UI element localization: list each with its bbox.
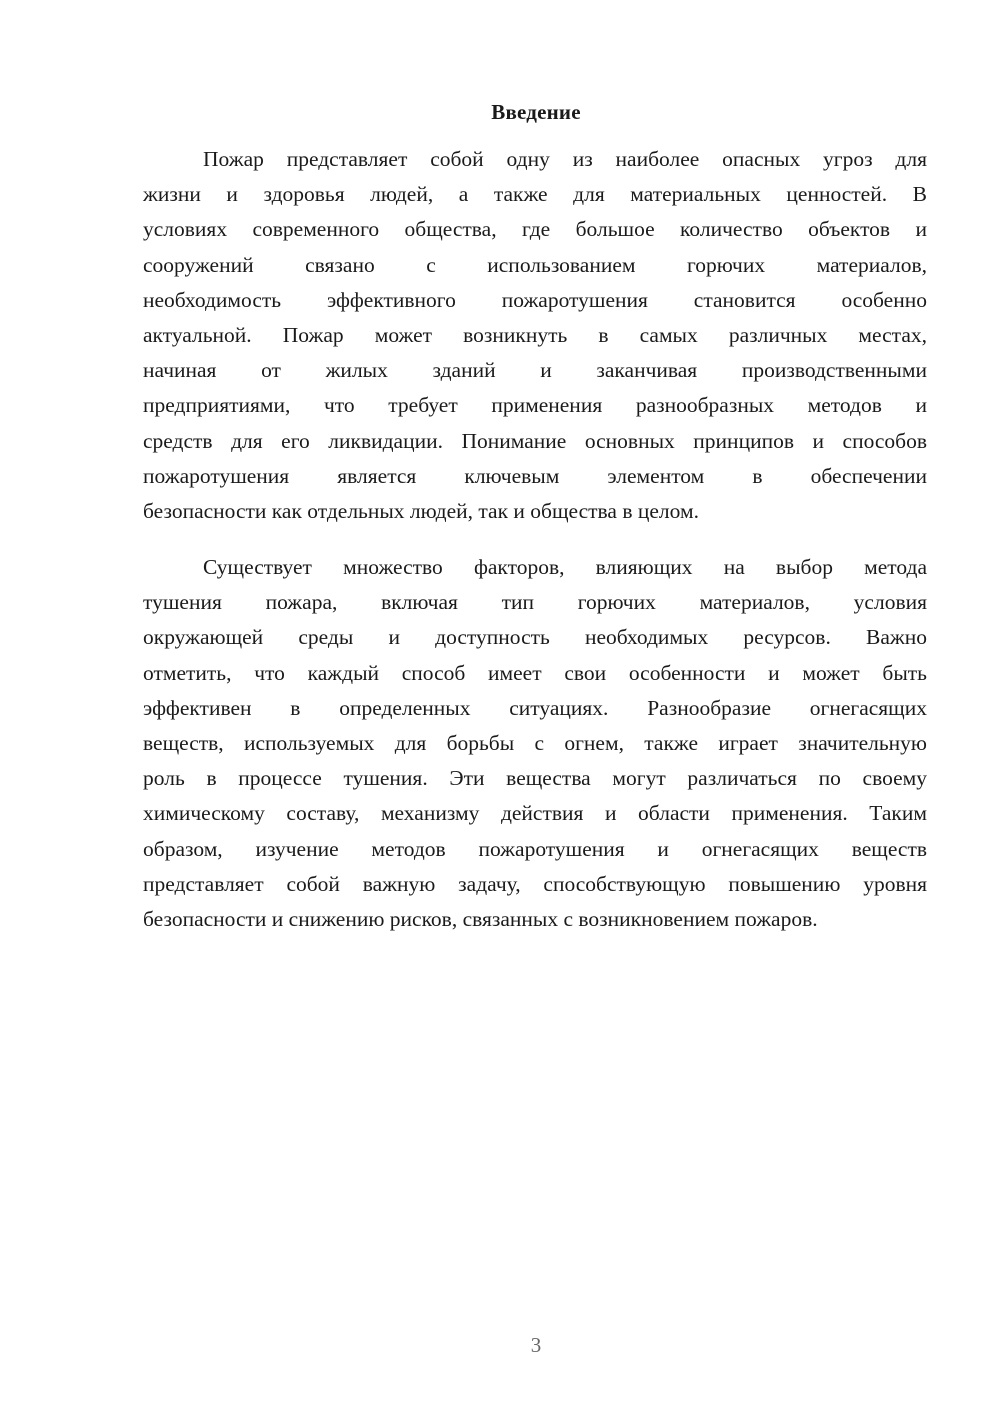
- page-number: 3: [530, 1333, 542, 1357]
- paragraph-line: начиная от жилых зданий и заканчивая производственными: [143, 358, 927, 383]
- paragraph-line: Существует множество факторов, влияющих на выбор метода: [203, 555, 927, 579]
- paragraph-1: [143, 142, 927, 529]
- paragraph-line: химическому составу, механизму действия и области применения. Таким: [143, 801, 927, 826]
- paragraph-line: актуальной. Пожар может возникнуть в самых различных местах,: [143, 323, 927, 348]
- paragraph-line: роль в процессе тушения. Эти вещества могут различаться по своему: [143, 766, 927, 791]
- paragraph-line: тушения пожара, включая тип горючих материалов, условия: [143, 590, 927, 615]
- paragraph-line: образом, изучение методов пожаротушения и огнегасящих веществ: [143, 836, 927, 861]
- paragraph-line: Пожар представляет собой одну из наиболее опасных угроз для: [203, 147, 927, 171]
- paragraph-line: жизни и здоровья людей, а также для материальных ценностей. В: [143, 182, 927, 207]
- paragraph-line: условиях современного общества, где большое количество объектов и: [143, 217, 927, 242]
- paragraph-line: безопасности как отдельных людей, так и общества в целом.: [143, 499, 699, 524]
- paragraph-line: предприятиями, что требует применения разнообразных методов и: [143, 393, 927, 418]
- paragraph-line: сооружений связано с использованием горючих материалов,: [143, 252, 927, 277]
- paragraph-line: отметить, что каждый способ имеет свои особенности и может быть: [143, 660, 927, 685]
- paragraph-2: [143, 550, 927, 937]
- paragraph-line: эффективен в определенных ситуациях. Разнообразие огнегасящих: [143, 695, 927, 720]
- paragraph-line: веществ, используемых для борьбы с огнем, также играет значительную: [143, 731, 927, 756]
- paragraph-line: пожаротушения является ключевым элементом в обеспечении: [143, 463, 927, 488]
- section-title: Введение: [491, 100, 581, 124]
- paragraph-line: необходимость эффективного пожаротушения становится особенно: [143, 287, 927, 312]
- paragraph-line: представляет собой важную задачу, способствующую повышению уровня: [143, 871, 927, 896]
- paragraph-line: средств для его ликвидации. Понимание основных принципов и способов: [143, 428, 927, 453]
- paragraph-line: безопасности и снижению рисков, связанных с возникновением пожаров.: [143, 907, 818, 932]
- paragraph-line: окружающей среды и доступность необходимых ресурсов. Важно: [143, 625, 927, 650]
